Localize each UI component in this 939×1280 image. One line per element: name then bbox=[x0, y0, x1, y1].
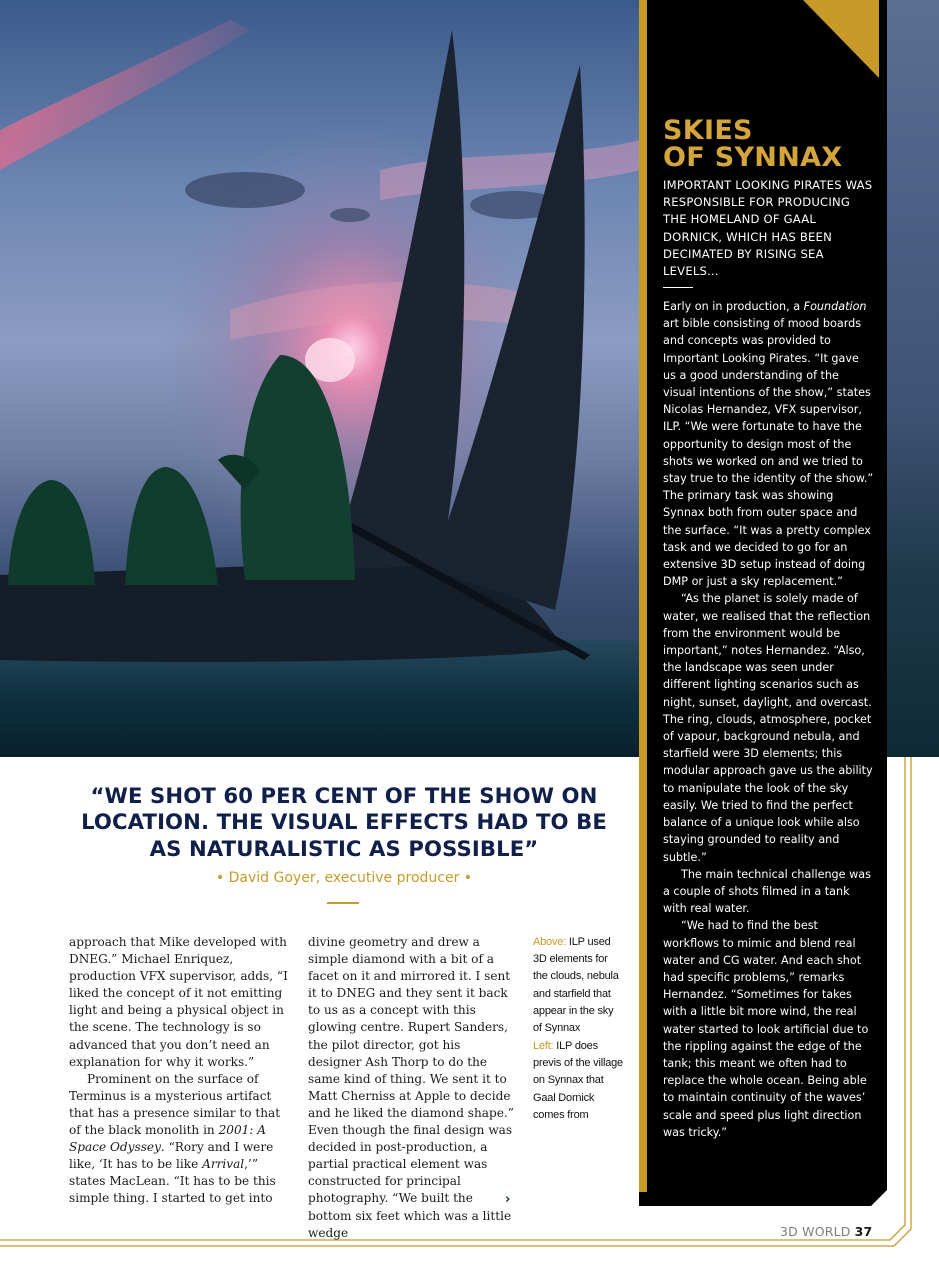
body-column-2 bbox=[308, 934, 516, 1242]
caption-above-label: Above: bbox=[533, 936, 567, 948]
sidebar-title bbox=[663, 117, 873, 171]
sidebar-box bbox=[639, 0, 887, 1206]
sidebar-gold-corner bbox=[803, 0, 879, 78]
sidebar-paragraph-1 bbox=[663, 298, 875, 590]
caption-above-text: ILP used 3D elements for the clouds, nebula and starfield that appear in the sky of Synnax bbox=[533, 936, 619, 1035]
continue-arrow-icon: › bbox=[505, 1192, 511, 1207]
page-number: 37 bbox=[854, 1224, 873, 1239]
sidebar-title-line1: SKIES bbox=[663, 115, 753, 146]
sidebar-body bbox=[663, 298, 875, 1141]
pull-quote: “WE SHOT 60 PER CENT OF THE SHOW ON LOCATION. THE VISUAL EFFECTS HAD TO BE AS NATURALISTIC AS POSSIBLE” bbox=[81, 783, 607, 861]
caption-left-label: Left: bbox=[533, 1040, 554, 1052]
hero-image-strip bbox=[886, 0, 939, 757]
body-col1-paragraph-2 bbox=[69, 1071, 289, 1208]
sidebar-paragraph-3: The main technical challenge was a couple of shots filmed in a tank with real water. bbox=[663, 867, 871, 916]
caption-above bbox=[533, 934, 623, 1037]
sidebar-p1-text-a: Early on in production, a bbox=[663, 300, 804, 313]
sidebar-p1-italic: Foundation bbox=[803, 300, 867, 313]
sidebar-intro: IMPORTANT LOOKING PIRATES WAS RESPONSIBLE FOR PRODUCING THE HOMELAND OF GAAL DORNICK, WHICH HAS BEEN DECIMATED BY RISING SEA LEVELS… bbox=[663, 178, 873, 279]
body-col1-p2-italic-1: 2001: A Space Odyssey bbox=[69, 1123, 267, 1155]
body-col1-p2-italic-2: Arrival bbox=[202, 1157, 245, 1172]
body-col1-p2-text-a: Prominent on the surface of Terminus is a mysterious artifact that has a presence similar to that of the black monolith in bbox=[69, 1071, 281, 1138]
sidebar-gold-bar bbox=[639, 0, 647, 1192]
body-col1-p2-text-c: ,’” states MacLean. “It has to be this simple thing. I started to get into bbox=[69, 1157, 276, 1206]
pull-quote-attribution: • David Goyer, executive producer • bbox=[215, 870, 473, 886]
pull-quote-divider bbox=[327, 902, 359, 904]
sidebar-title-line2: OF SYNNAX bbox=[663, 142, 843, 173]
sidebar-paragraph-4: “We had to find the best workflows to mimic and blend real water and CG water. And each shot had specific problems,” remarks Hernandez. “Sometimes for takes with a little bit more wind, the real water started to look artificial due to the rippling against the edge of the tank; this meant we often had to replace the whole ocean. Being able to maintain continuity of the waves’ scale and speed plus light direction was tricky.” bbox=[663, 919, 869, 1139]
body-col1-paragraph-1: approach that Mike developed with DNEG.” Michael Enriquez, production VFX supervisor, adds, “I liked the concept of it not emitting light and being a physical object in the scene. The technology is so advanced that you don’t need an explanation for why it works.” bbox=[69, 935, 288, 1069]
sidebar-divider bbox=[663, 287, 693, 288]
hero-image bbox=[0, 0, 640, 757]
caption-left-text: ILP does previs of the village on Synnax that Gaal Dornick comes from bbox=[533, 1040, 623, 1121]
page-footer bbox=[780, 1224, 872, 1239]
sidebar-paragraph-2: “As the planet is solely made of water, we realised that the reflection from the environment would be important,” notes Hernandez. “Also, the landscape was seen under different lighting scenarios such as night, sunset, daylight, and overcast. The ring, clouds, atmosphere, pocket of vapour, background nebula, and starfield were 3D elements; this modular approach gave us the ability to manipulate the look of the sky easily. We tried to find the perfect balance of a unique look while also staying grounded to reality and subtle.” bbox=[663, 592, 873, 864]
caption-left bbox=[533, 1038, 623, 1124]
magazine-name: 3D WORLD bbox=[780, 1224, 851, 1239]
sidebar-corner-cut bbox=[871, 1190, 887, 1206]
body-col2-paragraph: divine geometry and drew a simple diamond with a bit of a facet on it and mirrored it. I sent it to DNEG and they sent it back to us as a concept with this glowing centre. Rupert Sanders, the pilot director, got his designer Ash Thorp to do the same kind of thing. We sent it to Matt Cherniss at Apple to decide and he liked the diamond shape.” Even though the final design was decided in post-production, a partial practical element was constructed for principal photography. “We built the bottom six feet which was a little wedge bbox=[308, 935, 514, 1240]
sidebar-p1-text-b: art bible consisting of mood boards and concepts was provided to Important Looking Pirates. “It gave us a good understanding of the visual intentions of the show,” states Nicolas Hernandez, VFX supervisor, ILP. “We were fortunate to have the opportunity to design most of the shots we worked on and we tried to stay true to the identity of the show.” The primary task was showing Synnax both from outer space and the surface. “It was a pretty complex task and we decided to go for an extensive 3D setup instead of doing DMP or just a sky replacement.” bbox=[663, 317, 874, 589]
body-column-1 bbox=[69, 934, 289, 1208]
body-col1-p2-text-b: . “Rory and I were like, ‘It has to be like bbox=[69, 1140, 274, 1172]
